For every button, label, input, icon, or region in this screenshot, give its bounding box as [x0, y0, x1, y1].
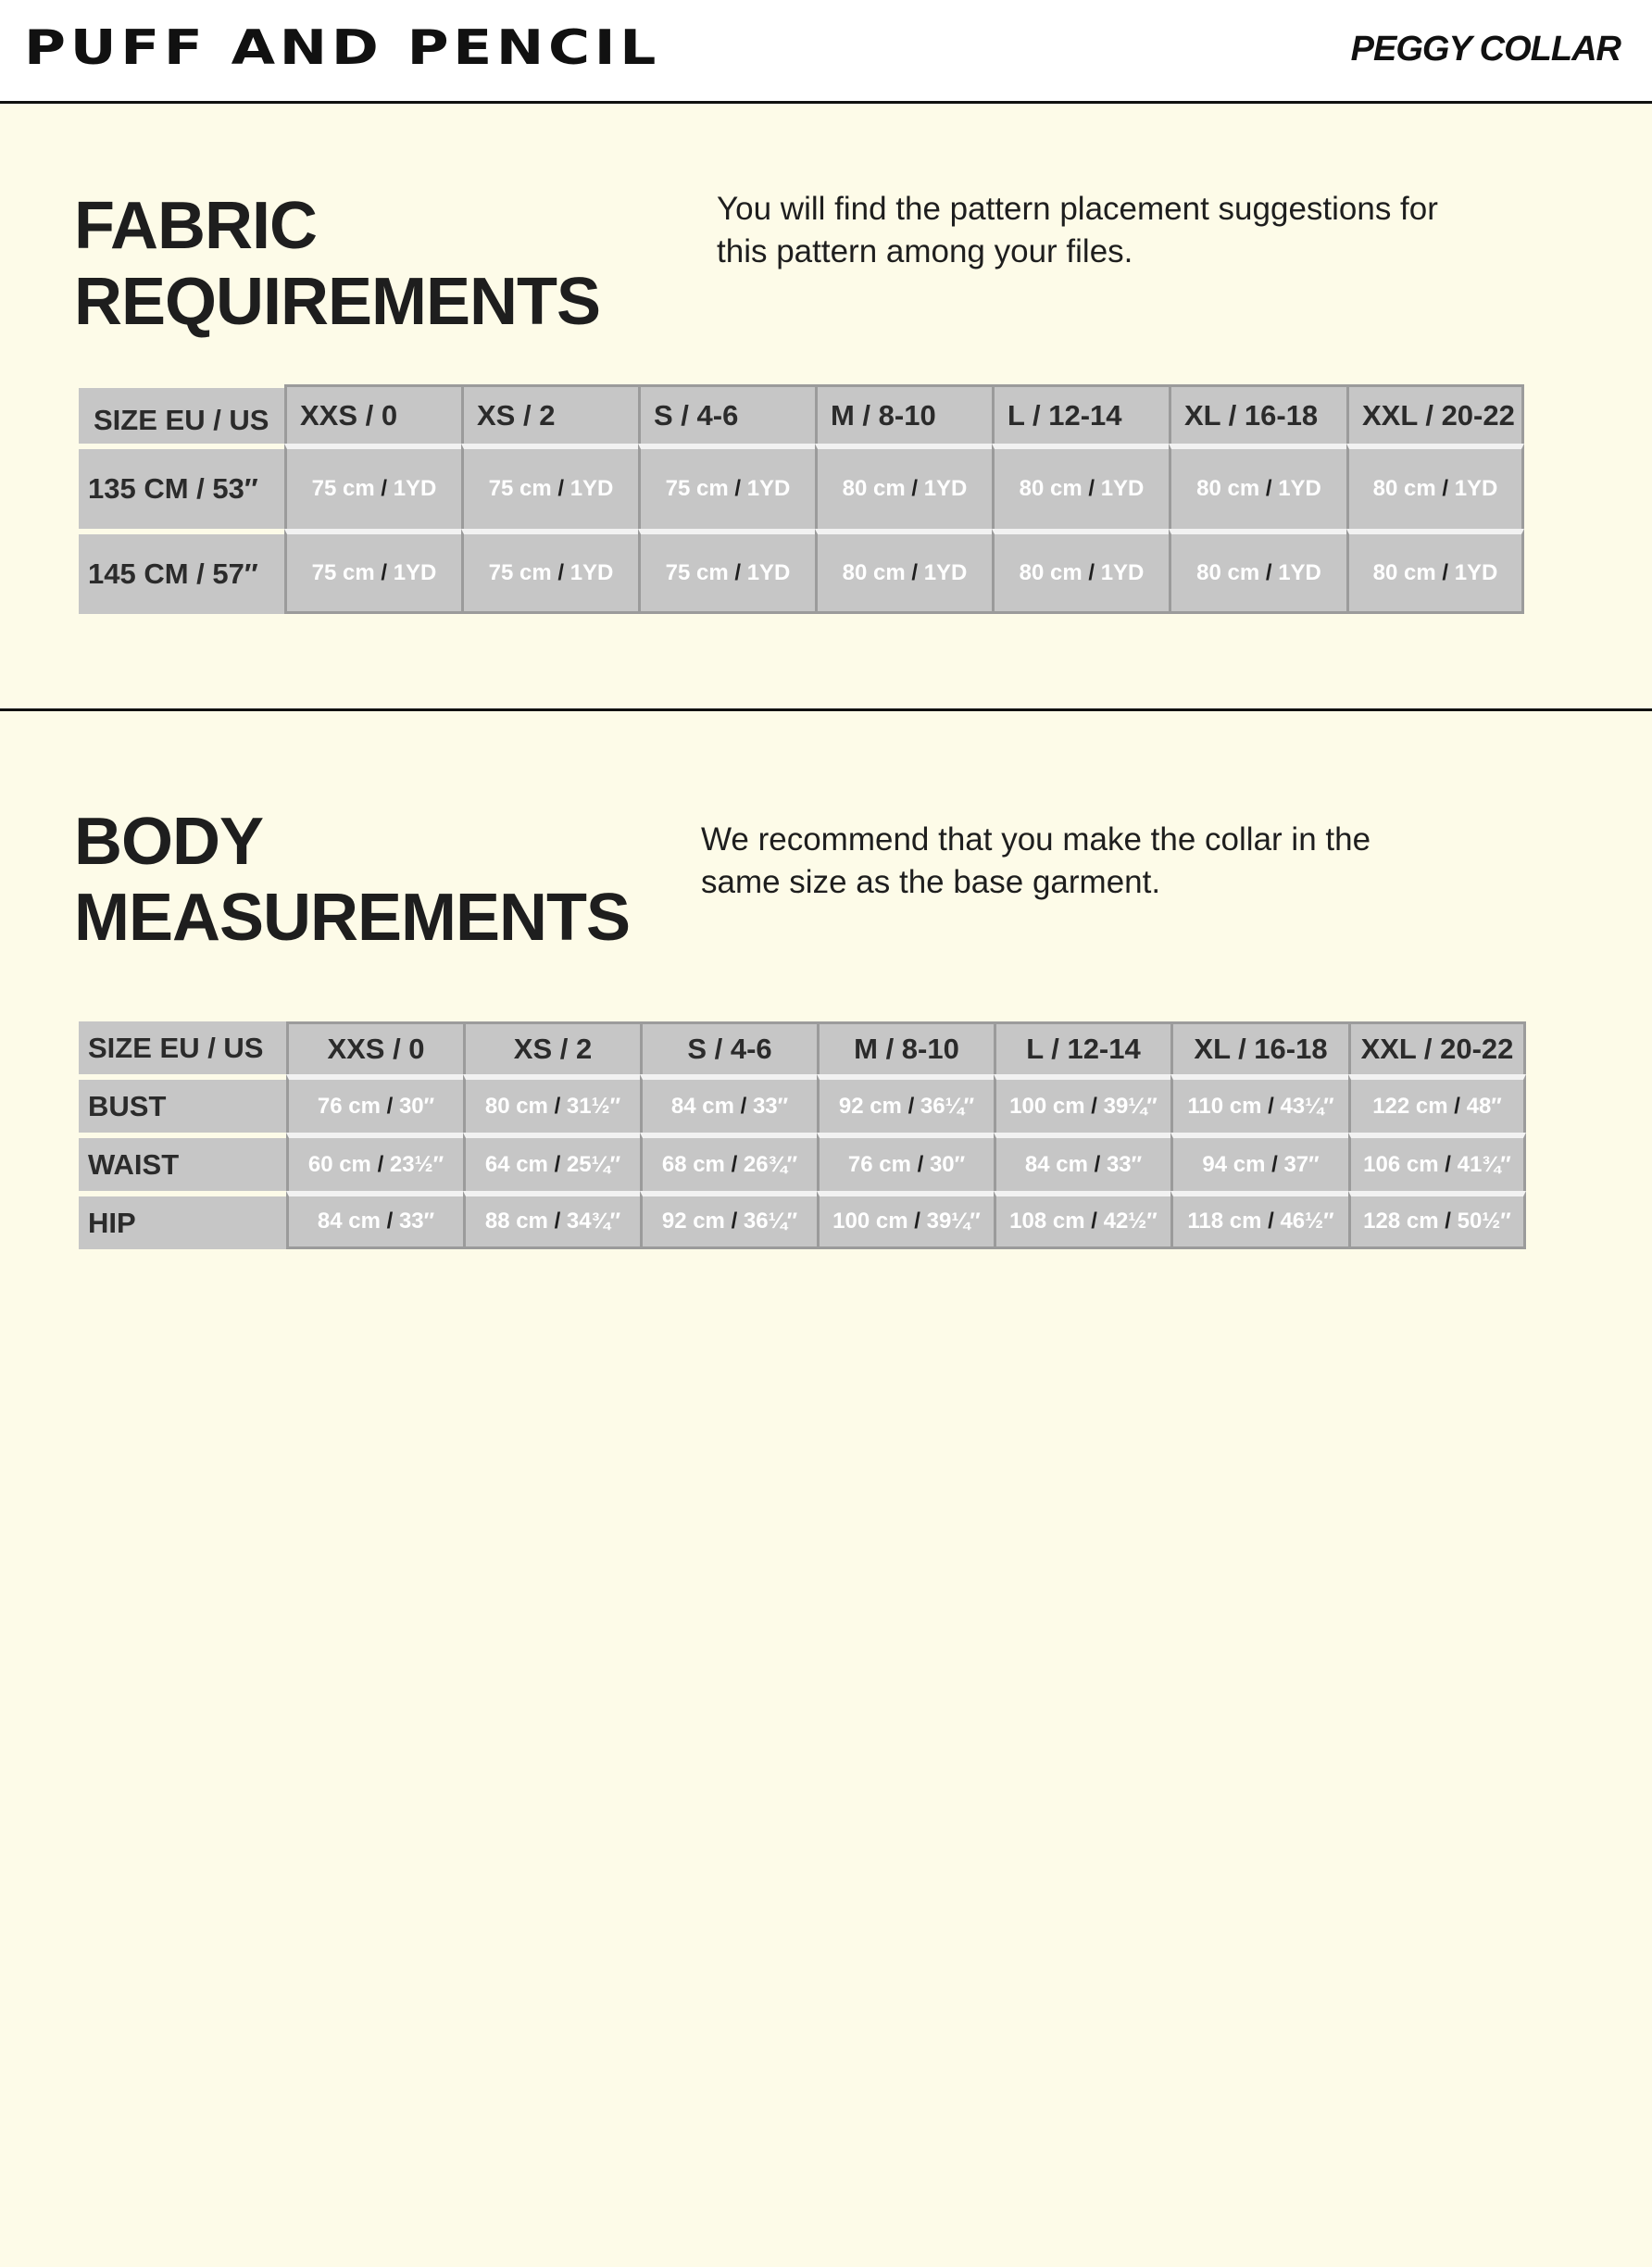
table-cell	[1170, 1191, 1348, 1249]
imperial-value: 33″	[398, 1209, 435, 1234]
body-size-header: XL / 16-18	[1170, 1021, 1348, 1074]
table-cell	[463, 1133, 640, 1191]
metric-value: 80 cm	[1019, 559, 1083, 585]
imperial-value: 1YD	[1278, 559, 1321, 585]
body-measurements-table	[79, 1021, 1526, 1249]
table-cell	[815, 529, 992, 614]
brand-logo: PUFF AND PENCIL	[24, 20, 661, 76]
imperial-value: 1YD	[393, 559, 437, 585]
metric-value: 94 cm	[1202, 1151, 1266, 1177]
value-separator: /	[734, 559, 742, 585]
metric-value: 80 cm	[842, 559, 906, 585]
body-section-title	[74, 804, 630, 956]
fabric-note	[717, 188, 1438, 273]
table-row	[79, 1191, 1526, 1249]
body-note	[701, 819, 1370, 904]
metric-value: 88 cm	[484, 1209, 548, 1234]
metric-value: 100 cm	[1009, 1093, 1085, 1119]
metric-value: 75 cm	[311, 476, 375, 501]
metric-value: 75 cm	[665, 476, 729, 501]
imperial-value: 1YD	[746, 559, 791, 585]
metric-value: 100 cm	[832, 1209, 908, 1234]
body-size-header: XXS / 0	[286, 1021, 463, 1074]
fabric-header-row	[79, 384, 1524, 444]
value-separator: /	[914, 1209, 920, 1234]
table-cell	[992, 444, 1169, 529]
table-cell	[461, 529, 638, 614]
metric-value: 80 cm	[1019, 476, 1083, 501]
table-cell	[640, 1191, 817, 1249]
value-separator: /	[1268, 1209, 1274, 1234]
value-separator: /	[907, 1093, 915, 1119]
imperial-value: 1YD	[1100, 559, 1145, 585]
value-separator: /	[554, 1209, 561, 1234]
value-separator: /	[1088, 559, 1095, 585]
table-cell	[463, 1074, 640, 1133]
fabric-corner-label: SIZE EU / US	[79, 384, 284, 444]
value-separator: /	[1265, 559, 1272, 585]
metric-value: 80 cm	[1196, 559, 1260, 585]
fabric-note-line-2: this pattern among your files.	[717, 233, 1133, 269]
body-row-label: BUST	[79, 1074, 286, 1133]
table-cell	[1169, 444, 1346, 529]
value-separator: /	[731, 1209, 738, 1234]
value-separator: /	[1268, 1093, 1274, 1119]
imperial-value: 43¼″	[1280, 1093, 1334, 1119]
value-separator: /	[554, 1093, 561, 1119]
body-title-line-2: MEASUREMENTS	[74, 881, 631, 955]
value-separator: /	[917, 1151, 924, 1177]
imperial-value: 50½″	[1457, 1209, 1511, 1234]
metric-value: 75 cm	[488, 476, 552, 501]
body-note-line-1: We recommend that you make the collar in the	[701, 821, 1371, 858]
metric-value: 108 cm	[1009, 1209, 1085, 1234]
fabric-requirements-table	[79, 384, 1524, 614]
imperial-value: 33″	[752, 1093, 789, 1119]
value-separator: /	[377, 1151, 384, 1177]
imperial-value: 30″	[929, 1151, 966, 1177]
table-cell	[638, 529, 815, 614]
metric-value: 84 cm	[670, 1093, 734, 1119]
fabric-title-line-1: FABRIC	[74, 189, 317, 263]
imperial-value: 1YD	[1454, 476, 1498, 501]
table-cell	[1348, 1191, 1526, 1249]
imperial-value: 41¾″	[1457, 1151, 1511, 1177]
table-cell	[286, 1074, 463, 1133]
body-corner-label: SIZE EU / US	[79, 1021, 286, 1074]
table-cell	[992, 529, 1169, 614]
table-cell	[1346, 529, 1524, 614]
imperial-value: 1YD	[569, 476, 614, 501]
value-separator: /	[381, 476, 388, 501]
value-separator: /	[1442, 559, 1449, 585]
value-separator: /	[911, 559, 919, 585]
metric-value: 128 cm	[1363, 1209, 1439, 1234]
value-separator: /	[731, 1151, 738, 1177]
metric-value: 84 cm	[1024, 1151, 1088, 1177]
fabric-size-header: S / 4-6	[638, 384, 815, 444]
metric-value: 76 cm	[317, 1093, 381, 1119]
body-note-line-2: same size as the base garment.	[701, 864, 1161, 900]
table-cell	[640, 1133, 817, 1191]
table-cell	[817, 1074, 994, 1133]
metric-value: 64 cm	[484, 1151, 548, 1177]
table-row	[79, 529, 1524, 614]
table-row	[79, 1074, 1526, 1133]
fabric-row-label: 145 CM / 57″	[79, 529, 284, 614]
fabric-note-line-1: You will find the pattern placement suggestions for	[717, 191, 1438, 227]
body-size-header: M / 8-10	[817, 1021, 994, 1074]
value-separator: /	[1442, 476, 1449, 501]
imperial-value: 1YD	[1278, 476, 1321, 501]
value-separator: /	[911, 476, 919, 501]
fabric-size-header: XXS / 0	[284, 384, 461, 444]
table-cell	[638, 444, 815, 529]
table-cell	[286, 1191, 463, 1249]
fabric-size-header: M / 8-10	[815, 384, 992, 444]
table-cell	[994, 1133, 1170, 1191]
imperial-value: 26¾″	[743, 1151, 798, 1177]
imperial-value: 39¼″	[926, 1209, 981, 1234]
table-cell	[640, 1074, 817, 1133]
metric-value: 80 cm	[842, 476, 906, 501]
imperial-value: 1YD	[1100, 476, 1145, 501]
metric-value: 75 cm	[488, 559, 552, 585]
value-separator: /	[557, 476, 565, 501]
body-size-header: S / 4-6	[640, 1021, 817, 1074]
metric-value: 75 cm	[311, 559, 375, 585]
body-size-header: L / 12-14	[994, 1021, 1170, 1074]
imperial-value: 33″	[1106, 1151, 1143, 1177]
imperial-value: 1YD	[923, 559, 968, 585]
imperial-value: 36¼″	[920, 1093, 975, 1119]
product-name: PEGGY COLLAR	[1350, 30, 1621, 69]
imperial-value: 1YD	[746, 476, 791, 501]
table-cell	[286, 1133, 463, 1191]
table-cell	[1346, 444, 1524, 529]
imperial-value: 39¼″	[1103, 1093, 1158, 1119]
value-separator: /	[557, 559, 565, 585]
imperial-value: 34¾″	[566, 1209, 621, 1234]
metric-value: 76 cm	[847, 1151, 911, 1177]
value-separator: /	[1091, 1209, 1097, 1234]
imperial-value: 42½″	[1103, 1209, 1158, 1234]
value-separator: /	[1088, 476, 1095, 501]
metric-value: 92 cm	[838, 1093, 902, 1119]
value-separator: /	[740, 1093, 747, 1119]
metric-value: 80 cm	[1372, 559, 1436, 585]
value-separator: /	[386, 1209, 394, 1234]
body-title-line-1: BODY	[74, 805, 264, 879]
imperial-value: 31½″	[566, 1093, 621, 1119]
metric-value: 80 cm	[1196, 476, 1260, 501]
imperial-value: 1YD	[393, 476, 437, 501]
metric-value: 118 cm	[1187, 1209, 1262, 1234]
imperial-value: 36¼″	[743, 1209, 798, 1234]
value-separator: /	[1445, 1151, 1451, 1177]
body-header-row	[79, 1021, 1526, 1074]
table-row	[79, 1133, 1526, 1191]
table-cell	[994, 1074, 1170, 1133]
body-size-header: XXL / 20-22	[1348, 1021, 1526, 1074]
table-cell	[1170, 1133, 1348, 1191]
section-divider	[0, 708, 1652, 711]
fabric-size-header: L / 12-14	[992, 384, 1169, 444]
value-separator: /	[386, 1093, 394, 1119]
metric-value: 80 cm	[484, 1093, 548, 1119]
value-separator: /	[1271, 1151, 1278, 1177]
table-cell	[1170, 1074, 1348, 1133]
page-header	[0, 0, 1652, 104]
metric-value: 106 cm	[1363, 1151, 1439, 1177]
table-cell	[463, 1191, 640, 1249]
fabric-row-label: 135 CM / 53″	[79, 444, 284, 529]
imperial-value: 25¼″	[566, 1151, 621, 1177]
metric-value: 122 cm	[1372, 1093, 1448, 1119]
imperial-value: 46½″	[1280, 1209, 1334, 1234]
imperial-value: 1YD	[569, 559, 614, 585]
value-separator: /	[554, 1151, 561, 1177]
body-row-label: WAIST	[79, 1133, 286, 1191]
value-separator: /	[1094, 1151, 1101, 1177]
fabric-size-header: XL / 16-18	[1169, 384, 1346, 444]
imperial-value: 37″	[1283, 1151, 1320, 1177]
metric-value: 80 cm	[1372, 476, 1436, 501]
fabric-size-header: XXL / 20-22	[1346, 384, 1524, 444]
table-cell	[994, 1191, 1170, 1249]
imperial-value: 1YD	[923, 476, 968, 501]
body-row-label: HIP	[79, 1191, 286, 1249]
table-cell	[461, 444, 638, 529]
metric-value: 84 cm	[317, 1209, 381, 1234]
table-row	[79, 444, 1524, 529]
metric-value: 92 cm	[661, 1209, 725, 1234]
value-separator: /	[734, 476, 742, 501]
imperial-value: 30″	[398, 1093, 435, 1119]
table-cell	[817, 1191, 994, 1249]
metric-value: 60 cm	[307, 1151, 371, 1177]
value-separator: /	[1454, 1093, 1460, 1119]
table-cell	[817, 1133, 994, 1191]
metric-value: 68 cm	[661, 1151, 725, 1177]
imperial-value: 23½″	[389, 1151, 444, 1177]
fabric-size-header: XS / 2	[461, 384, 638, 444]
imperial-value: 48″	[1466, 1093, 1502, 1119]
imperial-value: 1YD	[1454, 559, 1498, 585]
value-separator: /	[381, 559, 388, 585]
table-cell	[1348, 1074, 1526, 1133]
value-separator: /	[1445, 1209, 1451, 1234]
metric-value: 110 cm	[1187, 1093, 1262, 1119]
value-separator: /	[1091, 1093, 1097, 1119]
table-cell	[284, 444, 461, 529]
fabric-section-title	[74, 188, 600, 340]
table-cell	[1169, 529, 1346, 614]
metric-value: 75 cm	[665, 559, 729, 585]
table-cell	[284, 529, 461, 614]
value-separator: /	[1265, 476, 1272, 501]
table-cell	[815, 444, 992, 529]
table-cell	[1348, 1133, 1526, 1191]
body-size-header: XS / 2	[463, 1021, 640, 1074]
fabric-title-line-2: REQUIREMENTS	[74, 265, 601, 339]
